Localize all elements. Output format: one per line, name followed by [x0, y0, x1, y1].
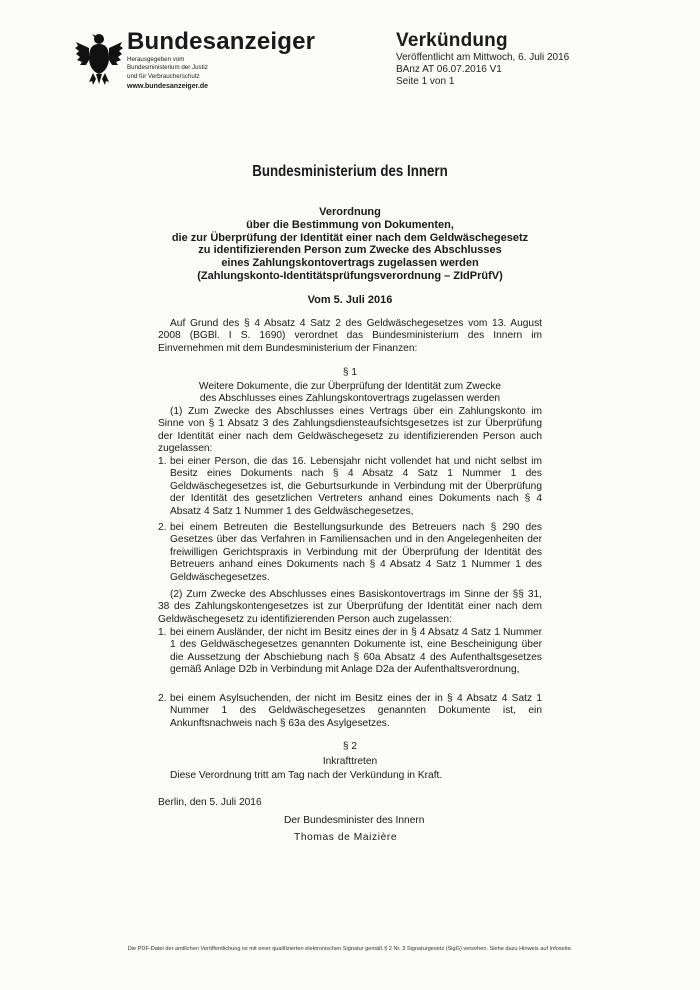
published-date: Veröffentlicht am Mittwoch, 6. Juli 2016: [396, 52, 570, 63]
title-line: die zur Überprüfung der Identität einer nach dem Geldwäschegesetz: [171, 231, 529, 244]
list-item-number: 2.: [158, 522, 167, 533]
list-item-number: 1.: [158, 627, 167, 638]
section-2-heading: Inkrafttreten: [322, 756, 378, 767]
list-item-text: bei einer Person, die das 16. Lebensjahr nicht vollendet hat und nicht selbst im Besitz eines Dokuments nach § 4 Absatz 4 Satz 1 Nummer 1 des Geldwäschegesetzes ist, die Geburtsurkunde in Verbindung mit der Überprüfung der Identität des gesetzlichen Vertreters anhand eines Dokuments nach § 4 Absatz 4 Satz 1 Nummer 1 des Geldwäschegesetzes,: [170, 456, 542, 517]
list-item-text: bei einem Betreuten die Bestellungsurkunde des Betreuers nach § 290 des Gesetzes über das Verfahren in Familiensachen und in den Angelegenheiten der freiwilligen Gerichtspraxis in Verbindung mit der Überprüfung der Identität des Betreuers anhand eines Dokuments nach § 4 Absatz 4 Satz 1 Nummer 1 des Geldwäschegesetzes.: [170, 522, 542, 583]
section-1-paragraph-1: (1) Zum Zwecke des Abschlusses eines Vertrags über ein Zahlungskonto im Sinne von § 1 Absatz 3 des Zahlungsdiensteaufsichtsgesetzes ist zur Überprüfung der Identität einer nach dem Geldwäschegesetz zu identifizierenden Person auch zugelassen:: [158, 406, 542, 455]
section-1-paragraph-2: (2) Zum Zwecke des Abschlusses eines Basiskontovertrags im Sinne der §§ 31, 38 des Zahlungskontengesetzes ist zur Überprüfung der Identität einer nach dem Geldwäschegesetz zu identifizierenden Person auch zugelassen:: [158, 589, 542, 625]
brand-block: [127, 29, 315, 90]
regulation-date: Vom 5. Juli 2016: [307, 294, 393, 306]
reference-number: BAnz AT 06.07.2016 V1: [396, 64, 502, 75]
ministry-heading: Bundesministerium des Innern: [252, 163, 448, 180]
publisher-line-2: Bundesministerium der Justiz: [127, 64, 208, 72]
title-line: (Zahlungskonto-Identitätsprüfungsverordnung – ZIdPrüfV): [197, 269, 503, 282]
list-item: [158, 456, 542, 518]
brand-name: Bundesanzeiger: [127, 28, 316, 55]
page-indicator: Seite 1 von 1: [396, 76, 455, 87]
section-title: Verkündung: [396, 30, 508, 51]
list-item-number: 2.: [158, 693, 167, 704]
section-1-number: § 1: [342, 367, 358, 378]
section-2-number: § 2: [342, 741, 358, 752]
list-item-text: bei einem Ausländer, der nicht im Besitz eines der in § 4 Absatz 4 Satz 1 Nummer 1 des Geldwäschegesetzes genannten Dokumente ist, eine Bescheinigung über die Aussetzung der Abschiebung nach § 60a Absatz 4 des Aufenthaltsgesetzes gemäß Anlage D2b in Verbindung mit Anlage D2a der Aufenthaltsverordnung,: [170, 627, 542, 676]
signatory-name: Thomas de Maizière: [294, 832, 398, 843]
list-item: [158, 522, 542, 584]
section-2-text: Diese Verordnung tritt am Tag nach der Verkündung in Kraft.: [170, 770, 443, 781]
list-item: [158, 627, 542, 677]
section-1-heading-line-2: des Abschlusses eines Zahlungskontovertrags zugelassen werden: [199, 393, 501, 404]
title-line: eines Zahlungskontovertrags zugelassen werden: [221, 257, 479, 270]
title-line: über die Bestimmung von Dokumenten,: [246, 218, 454, 231]
publisher-line-3: und für Verbraucherschutz: [127, 72, 200, 80]
publication-info: [396, 30, 569, 88]
signatory-title: Der Bundesminister des Innern: [284, 815, 425, 826]
section-1-heading-line-1: Weitere Dokumente, die zur Überprüfung der Identität zum Zwecke: [198, 381, 502, 392]
publisher-line-1: Herausgegeben vom: [127, 56, 185, 63]
list-item-text: bei einem Asylsuchenden, der nicht im Besitz eines der in § 4 Absatz 4 Satz 1 Nummer 1 des Geldwäschegesetzes genannten Dokumente ist, ein Ankunftsnachweis nach § 63a des Asylgesetzes.: [170, 693, 542, 729]
title-line: Verordnung: [319, 206, 381, 218]
regulation-title: [150, 206, 550, 283]
list-item: [158, 693, 542, 730]
brand-url[interactable]: www.bundesanzeiger.de: [127, 82, 209, 90]
list-item-number: 1.: [158, 456, 167, 467]
federal-eagle-icon: [74, 30, 124, 86]
signature-notice-footer: Die PDF-Datei der amtlichen Veröffentlichung ist mit einer qualifizierten elektronischen Signatur gemäß § 2 Nr. 3 Signaturgesetz (SigG) versehen. Siehe dazu Hinweis auf Infoseite.: [127, 946, 573, 952]
preamble: Auf Grund des § 4 Absatz 4 Satz 2 des Geldwäschegesetzes vom 13. August 2008 (BGBl. I S. 1690) verordnet das Bundesministerium des Innern im Einvernehmen mit dem Bundesministerium der Finanzen:: [158, 318, 542, 354]
title-line: zu identifizierenden Person zum Zwecke des Abschlusses: [198, 244, 502, 257]
place-date: Berlin, den 5. Juli 2016: [158, 797, 262, 808]
